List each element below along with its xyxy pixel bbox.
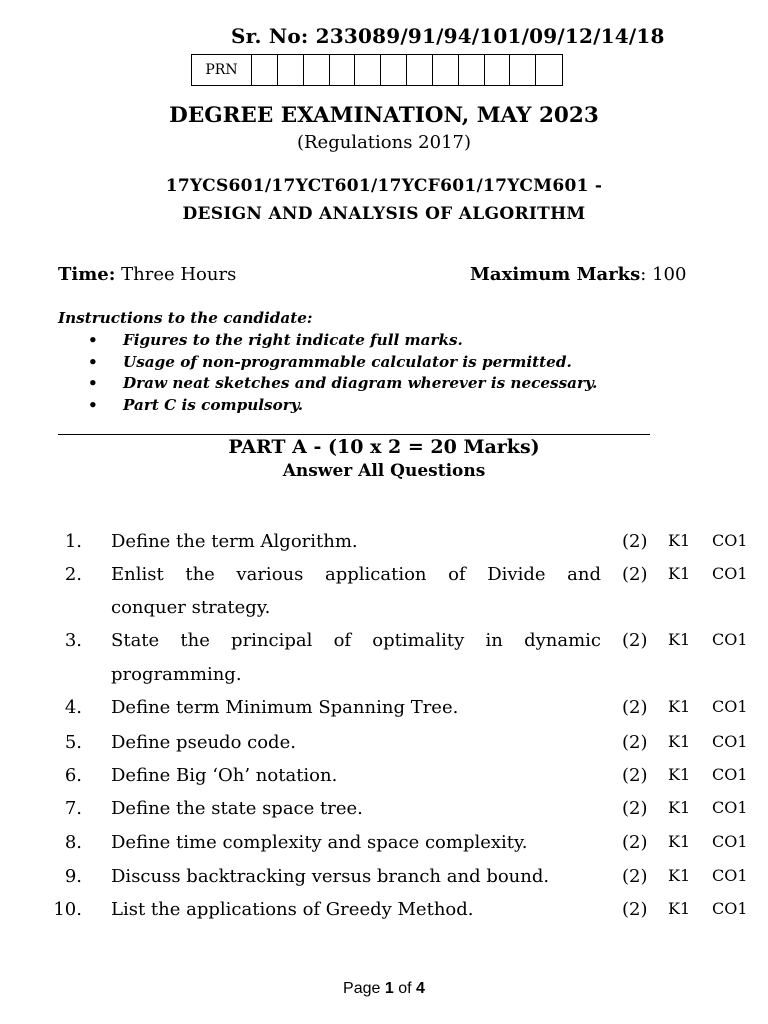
course-outcome: CO1 <box>712 630 748 649</box>
question-text-continued: conquer strategy. <box>111 597 271 618</box>
question-marks: (2) <box>622 798 648 819</box>
time-info <box>58 264 236 285</box>
subject-title: DESIGN AND ANALYSIS OF ALGORITHM <box>182 204 586 224</box>
question-row-continued <box>0 597 768 623</box>
prn-cell[interactable] <box>536 55 562 85</box>
instruction-text: Figures to the right indicate full marks. <box>123 331 463 349</box>
question-row <box>0 531 768 557</box>
question-text-continued: programming. <box>111 664 242 685</box>
prn-cell[interactable] <box>252 55 278 85</box>
knowledge-level: K1 <box>668 832 691 851</box>
question-row-continued <box>0 664 768 690</box>
question-marks: (2) <box>622 697 648 718</box>
question-row <box>0 697 768 723</box>
prn-cell[interactable] <box>510 55 536 85</box>
knowledge-level: K1 <box>668 899 691 918</box>
question-marks: (2) <box>622 765 648 786</box>
prn-label: PRN <box>192 55 252 85</box>
question-row <box>0 798 768 824</box>
prn-box <box>191 54 563 86</box>
knowledge-level: K1 <box>668 531 691 550</box>
course-codes: 17YCS601/17YCT601/17YCF601/17YCM601 - <box>165 176 603 196</box>
course-outcome: CO1 <box>712 732 748 751</box>
bullet-icon: • <box>88 331 98 349</box>
question-row <box>0 732 768 758</box>
part-a-title: PART A - (10 x 2 = 20 Marks) <box>228 436 540 458</box>
course-outcome: CO1 <box>712 765 748 784</box>
knowledge-level: K1 <box>668 866 691 885</box>
instructions-list <box>88 330 597 417</box>
course-outcome: CO1 <box>712 866 748 885</box>
question-text: Discuss backtracking versus branch and bound. <box>111 866 550 887</box>
question-number: 8. <box>64 832 82 853</box>
question-marks: (2) <box>622 866 648 887</box>
instruction-item <box>88 373 597 395</box>
instruction-item <box>88 352 597 374</box>
question-number: 3. <box>64 630 82 651</box>
course-outcome: CO1 <box>712 564 748 583</box>
prn-cell[interactable] <box>355 55 381 85</box>
instruction-text: Draw neat sketches and diagram wherever is necessary. <box>123 374 598 393</box>
question-number: 10. <box>53 899 82 920</box>
question-marks: (2) <box>622 899 648 920</box>
time-label: Time: <box>58 264 116 285</box>
question-row <box>0 866 768 892</box>
question-marks: (2) <box>622 531 648 552</box>
part-a-subtitle: Answer All Questions <box>282 461 486 481</box>
instruction-item <box>88 330 597 352</box>
knowledge-level: K1 <box>668 798 691 817</box>
knowledge-level: K1 <box>668 564 691 583</box>
question-text: Define the state space tree. <box>111 798 363 819</box>
question-text: Enlist the various application of Divide and <box>111 564 601 585</box>
instructions-heading: Instructions to the candidate: <box>58 309 313 327</box>
question-number: 2. <box>64 564 82 585</box>
knowledge-level: K1 <box>668 630 691 649</box>
knowledge-level: K1 <box>668 697 691 716</box>
instruction-text: Usage of non-programmable calculator is permitted. <box>123 352 572 371</box>
question-text: Define time complexity and space complexity. <box>111 832 528 853</box>
knowledge-level: K1 <box>668 765 691 784</box>
question-marks: (2) <box>622 832 648 853</box>
question-text: Define pseudo code. <box>111 732 296 753</box>
total-pages: 4 <box>416 980 425 997</box>
course-outcome: CO1 <box>712 798 748 817</box>
question-row <box>0 765 768 791</box>
course-outcome: CO1 <box>712 697 748 716</box>
of-word: of <box>398 980 412 997</box>
max-marks-value: : 100 <box>640 264 687 285</box>
question-text: Define the term Algorithm. <box>111 531 358 552</box>
page-footer <box>0 980 768 998</box>
time-value: Three Hours <box>121 264 237 285</box>
bullet-icon: • <box>88 352 98 371</box>
question-number: 7. <box>64 798 82 819</box>
bullet-icon: • <box>88 396 98 415</box>
regulations: (Regulations 2017) <box>296 132 472 153</box>
prn-cell[interactable] <box>433 55 459 85</box>
course-outcome: CO1 <box>712 531 748 550</box>
question-text: List the applications of Greedy Method. <box>111 899 474 920</box>
prn-cell[interactable] <box>485 55 511 85</box>
question-row <box>0 832 768 858</box>
prn-cell[interactable] <box>278 55 304 85</box>
question-text: Define term Minimum Spanning Tree. <box>111 697 459 718</box>
current-page: 1 <box>384 980 394 997</box>
prn-cell[interactable] <box>304 55 330 85</box>
bullet-icon: • <box>88 374 98 393</box>
question-marks: (2) <box>622 564 648 585</box>
prn-cell[interactable] <box>330 55 356 85</box>
serial-number: Sr. No: 233089/91/94/101/09/12/14/18 <box>231 24 665 48</box>
course-outcome: CO1 <box>712 899 748 918</box>
question-number: 9. <box>64 866 82 887</box>
question-marks: (2) <box>622 630 648 651</box>
question-marks: (2) <box>622 732 648 753</box>
question-text: State the principal of optimality in dynamic <box>111 630 601 651</box>
prn-cell[interactable] <box>381 55 407 85</box>
max-marks-info <box>470 264 686 285</box>
question-row <box>0 564 768 590</box>
prn-cell[interactable] <box>459 55 485 85</box>
question-row <box>0 899 768 925</box>
section-divider <box>58 434 650 435</box>
max-marks-label: Maximum Marks <box>470 264 641 285</box>
instruction-text: Part C is compulsory. <box>123 396 304 415</box>
question-row <box>0 630 768 656</box>
knowledge-level: K1 <box>668 732 691 751</box>
question-number: 4. <box>64 697 82 718</box>
question-number: 5. <box>64 732 82 753</box>
course-outcome: CO1 <box>712 832 748 851</box>
page-word: Page <box>343 980 381 997</box>
question-number: 1. <box>64 531 82 552</box>
exam-title: DEGREE EXAMINATION, MAY 2023 <box>169 103 599 128</box>
instruction-item <box>88 395 597 417</box>
prn-cell[interactable] <box>407 55 433 85</box>
question-number: 6. <box>64 765 82 786</box>
question-text: Define Big ‘Oh’ notation. <box>111 765 338 786</box>
